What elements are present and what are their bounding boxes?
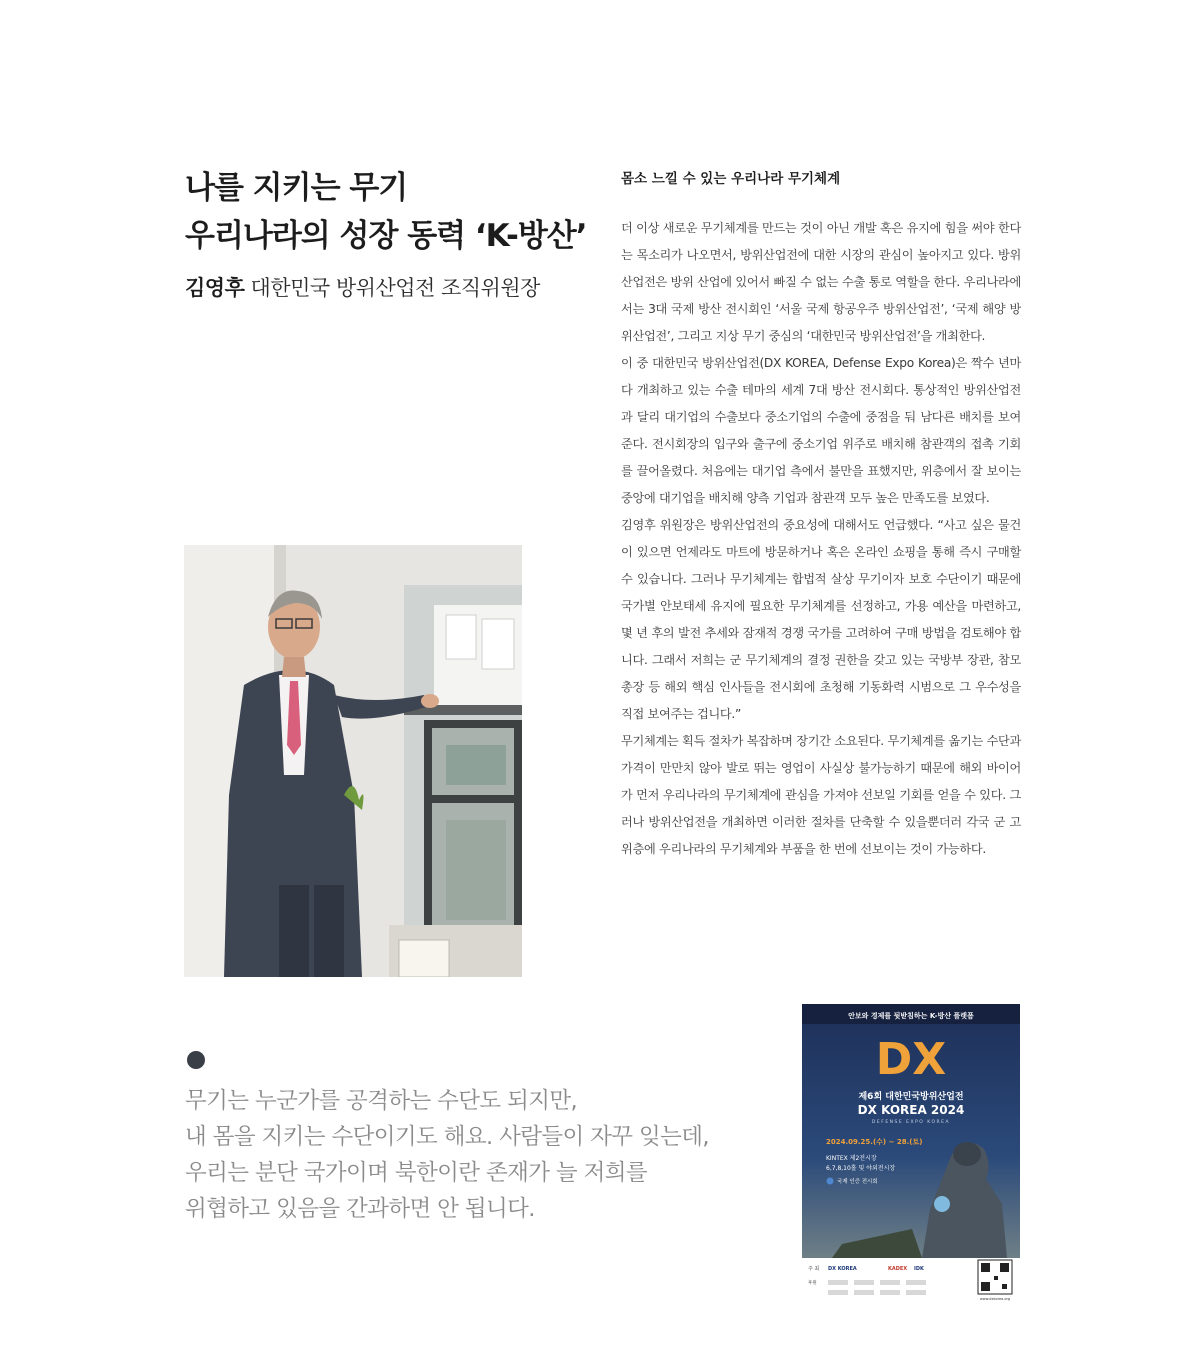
poster-host-2: KADEX (888, 1266, 908, 1272)
section-heading: 몸소 느낄 수 있는 우리나라 무기체계 (621, 171, 841, 187)
poster-dates: 2024.09.25.(수) ~ 28.(토) (826, 1138, 923, 1146)
quote-line-2: 내 몸을 지키는 수단이기도 해요. 사람들이 자꾸 잊는데, (185, 1124, 709, 1150)
author-name: 김영후 (185, 276, 245, 300)
poster-support-label: 후원 (808, 1281, 817, 1286)
body-paragraph-1: 더 이상 새로운 무기체계를 만드는 것이 아닌 개발 혹은 유지에 힘을 써야 한다는 목소리가 나오면서, 방위산업전에 대한 시장의 관심이 높아지고 있다. 방위산업전은 방위 산업에 있어서 빠질 수 없는 수출 통로 역할을 한다. 우리나라에서는 3대 국제 방산 전시회인 ‘서울 국제 항공우주 방위산업전’, ‘국제 해양 방위산업전’, 그리고 지상 무기 중심의 ‘대한민국 방위산업전’을 개최한다. (621, 221, 1021, 343)
poster-logo: DX (875, 1034, 947, 1085)
title-line-1: 나를 지키는 무기 (185, 170, 408, 206)
portrait-illustration (184, 545, 522, 977)
article-title (185, 164, 605, 260)
poster-badge-icon (827, 1178, 834, 1185)
poster-venue-line-2: 6,7,8,10홀 및 야외전시장 (826, 1165, 896, 1172)
quote-line-4: 위협하고 있음을 간과하면 안 됩니다. (185, 1196, 535, 1222)
poster-host-label: 주 최 (808, 1266, 820, 1272)
poster-badge: 국제 인증 전시회 (837, 1179, 878, 1185)
author-role: 대한민국 방위산업전 조직위원장 (250, 276, 540, 300)
quote-line-1: 무기는 누군가를 공격하는 수단도 되지만, (185, 1088, 578, 1114)
body-paragraph-4: 무기체계는 획득 절차가 복잡하며 장기간 소요된다. 무기체계를 옮기는 수단과 가격이 만만치 않아 발로 뛰는 영업이 사실상 불가능하기 때문에 해외 바이어가 먼저 우리나라의 무기체계에 관심을 가져야 선보일 기회를 얻을 수 있다. 그러나 방위산업전을 개최하면 이러한 절차를 단축할 수 있을뿐더러 각국 군 고위층에 우리나라의 무기체계와 부품을 한 번에 선보이는 것이 가능하다. (621, 734, 1021, 856)
event-poster (802, 1004, 1020, 1302)
body-paragraph-3: 김영후 위원장은 방위산업전의 중요성에 대해서도 언급했다. “사고 싶은 물건이 있으면 언제라도 마트에 방문하거나 혹은 온라인 쇼핑을 통해 즉시 구매할 수 있습니다. 그러나 무기체계는 합법적 살상 무기이자 보호 수단이기 때문에 국가별 안보태세 유지에 필요한 무기체계를 선정하고, 가용 예산을 마련하고, 몇 년 후의 발전 추세와 잠재적 경쟁 국가를 고려하여 구매 방법을 검토해야 합니다. 그래서 저희는 군 무기체계의 결정 권한을 갖고 있는 국방부 장관, 참모총장 등 해외 핵심 인사들을 전시회에 초청해 기동화력 시범으로 그 우수성을 직접 보여주는 겁니다.” (621, 518, 1021, 721)
byline (185, 272, 540, 302)
title-line-2: 우리나라의 성장 동력 ‘K-방산’ (185, 218, 587, 254)
poster-illustration (802, 1004, 1020, 1302)
poster-event-name: DX KOREA 2024 (857, 1103, 965, 1117)
portrait-photo (184, 545, 522, 977)
body-paragraph-2: 이 중 대한민국 방위산업전(DX KOREA, Defense Expo Korea)은 짝수 년마다 개최하고 있는 수출 테마의 세계 7대 방산 전시회다. 통상적인 방위산업전과 달리 대기업의 수출보다 중소기업의 수출에 중점을 둬 남다른 배치를 보여준다. 전시회장의 입구와 출구에 중소기업 위주로 배치해 참관객의 접촉 기회를 끌어올렸다. 처음에는 대기업 측에서 불만을 표했지만, 위층에서 잘 보이는 중앙에 대기업을 배치해 양측 기업과 참관객 모두 높은 만족도를 보였다. (621, 356, 1021, 505)
article-body (621, 215, 1021, 863)
poster-subtitle: DEFENSE EXPO KOREA (871, 1120, 951, 1125)
pull-quote (185, 1083, 745, 1227)
poster-edition: 제6회 대한민국방위산업전 (858, 1092, 964, 1102)
poster-tagline: 안보와 경제를 뒷받침하는 K-방산 플랫폼 (848, 1012, 974, 1020)
quote-line-3: 우리는 분단 국가이며 북한이란 존재가 늘 저희를 (185, 1160, 648, 1186)
poster-website: www.dxkorea.org (979, 1297, 1011, 1301)
poster-host-3: IDK (914, 1266, 924, 1272)
quote-bullet-icon (187, 1051, 205, 1069)
poster-host-1: DX KOREA (828, 1266, 857, 1272)
poster-venue-line-1: KINTEX 제2전시장 (826, 1155, 877, 1162)
